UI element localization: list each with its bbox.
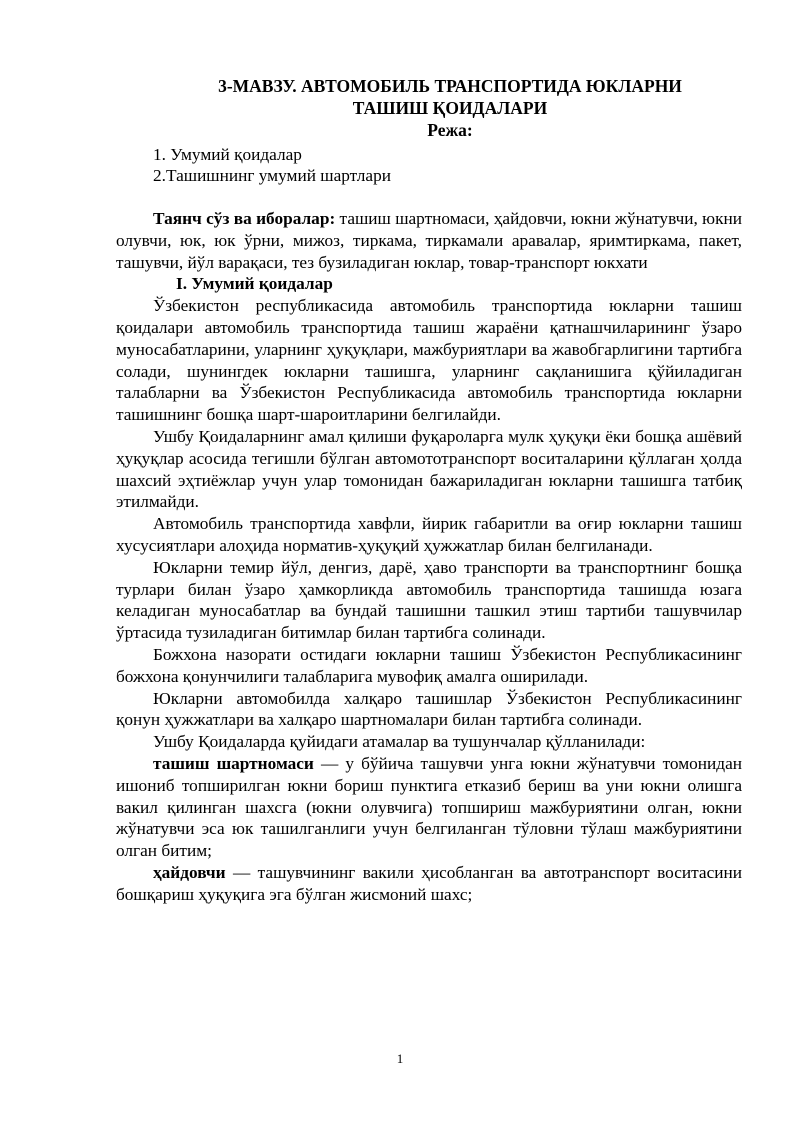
plan-heading: Режа:: [427, 120, 473, 140]
document-body: [116, 208, 742, 906]
section-heading: I. Умумий қоидалар: [176, 274, 333, 294]
page-number: 1: [396, 1051, 404, 1066]
plan-item-2: 2.Ташишнинг умумий шартлари: [153, 166, 391, 185]
keywords-label: Таянч сўз ва иборалар:: [153, 209, 336, 228]
definition-2: [116, 862, 742, 906]
paragraph-5: Божхона назорати остидаги юкларни ташиш Ўзбекистон Республикасининг божхона қонунчилиги талабларига мувофиқ амалга оширилади.: [116, 644, 742, 686]
plan-item-1: 1. Умумий қоидалар: [153, 145, 302, 164]
paragraph-3: Автомобиль транспортида хавфли, йирик габаритли ва оғир юкларни ташиш хусусиятлари алоҳида норматив-ҳуқуқий ҳужжатлар билан белгиланади.: [116, 514, 742, 555]
definition-1: [116, 753, 742, 862]
definition-term: ташиш шартномаси: [153, 753, 314, 773]
paragraph-4: Юкларни темир йўл, денгиз, дарё, ҳаво транспорти ва транспортнинг бошқа турлари билан ўзаро ҳамкорликда автомобиль транспортида ташишда юзага келадиган муносабатлар ва бундай ташишни ташкил этиш тартиби ташувчилар ўртасида тузиладиган битимлар билан тартибга солинади.: [116, 557, 742, 643]
paragraph-7: Ушбу Қоидаларда қуйидаги атамалар ва тушунчалар қўлланилади:: [153, 732, 646, 752]
title-line-2: ТАШИШ ҚОИДАЛАРИ: [352, 98, 548, 118]
paragraph-6: Юкларни автомобилда халқаро ташишлар Ўзбекистон Республикасининг қонун ҳужжатлари ва халқаро шартномалари билан тартибга солинади.: [116, 688, 742, 730]
keywords-paragraph: [116, 208, 742, 273]
definition-term: ҳайдовчи: [153, 862, 226, 882]
keywords-text: ташиш шартномаси, ҳайдовчи, юкни жўнатувчи, юкни олувчи, юк, юк ўрни, мижоз, тиркама, тиркамали аравалар, яримтиркама, пакет, ташувчи, йўл варақаси, тез бузиладиган юклар, товар-транспорт юкхати: [116, 209, 742, 272]
paragraph-1: Ўзбекистон республикасида автомобиль транспортида юкларни ташиш қоидалари автомобиль транспортида ташиш жараёни қатнашчиларининг ўзаро муносабатларини, уларнинг ҳуқуқлари, мажбуриятлари ва жавобгарлигини тартибга солади, шунингдек юкларни ташишга, уларнинг сақланишига қўйиладиган талабларни ва Ўзбекистон Республикасида автомобиль транспортида юкларни ташишнинг бошқа шарт-шароитларини белгилайди.: [116, 296, 742, 425]
definition-text: — у бўйича ташувчи унга юкни жўнатувчи томонидан ишониб топширилган юкни бориш пунктига етказиб бериш ва уни юкни олишга вакил қилинган шахсга (юкни олувчига) топшириш мажбуриятини олган, юкни жўнатувчи эса юк ташилганлиги учун белгиланган тўловни тўлаш мажбуриятини олган битим;: [116, 753, 742, 861]
title-line-1: 3-МАВЗУ. АВТОМОБИЛЬ ТРАНСПОРТИДА ЮКЛАРНИ: [218, 76, 682, 96]
paragraph-2: Ушбу Қоидаларнинг амал қилиши фуқароларга мулк ҳуқуқи ёки бошқа ашёвий ҳуқуқлар асосида тегишли бўлган автомототранспорт воситаларини қўллаган ҳолда шахсий эҳтиёжлар учун улар томонидан бажариладиган юкларни ташишга татбиқ этилмайди.: [116, 426, 742, 512]
definition-text: — ташувчининг вакили ҳисобланган ва автотранспорт воситасини бошқариш ҳуқуқига эга бўлган жисмоний шахс;: [116, 862, 742, 904]
